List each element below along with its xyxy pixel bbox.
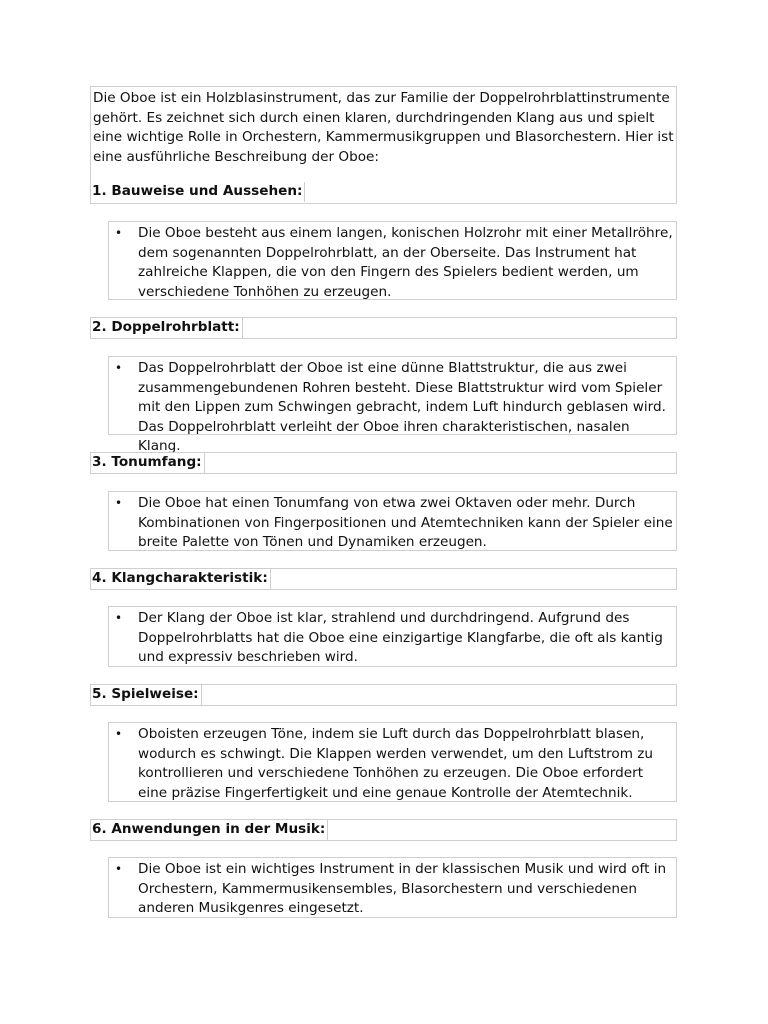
section-list-doppelrohrblatt — [108, 356, 677, 454]
list-item-text: Oboisten erzeugen Töne, indem sie Luft durch das Doppelrohrblatt blasen, wodurch es schwingt. Die Klappen werden verwendet, um den Luftstrom zu kontrollieren und verschiedene Tonhöhen zu erzeugen. Die Oboe erfordert eine präzise Fingerfertigkeit und eine genaue Kontrolle der Atemtechnik. — [138, 726, 654, 801]
list-item-text: Die Oboe besteht aus einem langen, konischen Holzrohr mit einer Metallröhre, dem sogenannten Doppelrohrblatt, an der Oberseite. Das Instrument hat zahlreiche Klappen, die von den Fingern des Spielers bedient werden, um verschiedene Tonhöhen zu erzeugen. — [138, 225, 673, 300]
list-item-text: Die Oboe hat einen Tonumfang von etwa zwei Oktaven oder mehr. Durch Kombinationen von Fingerpositionen und Atemtechniken kann der Spieler eine breite Palette von Tönen und Dynamiken erzeugen. — [138, 495, 673, 550]
section-heading-spielweise: 5. Spielweise: — [92, 685, 202, 705]
bullet-icon: • — [115, 496, 123, 510]
section-heading-anwendungen: 6. Anwendungen in der Musik: — [92, 820, 328, 840]
list-item-text: Das Doppelrohrblatt der Oboe ist eine dünne Blattstruktur, die aus zwei zusammengebundenen Rohren besteht. Diese Blattstruktur wird vom Spieler mit den Lippen zum Schwingen gebracht, indem Luft hindurch geblasen wird. Das Doppelrohrblatt verleiht der Oboe ihren charakteristischen, nasalen Klang. — [138, 360, 666, 454]
section-list-spielweise — [108, 722, 677, 802]
bullet-icon: • — [115, 727, 123, 741]
section-heading-tonumfang: 3. Tonumfang: — [92, 453, 205, 473]
intro-paragraph: Die Oboe ist ein Holzblasinstrument, das zur Familie der Doppelrohrblattinstrumente gehört. Es zeichnet sich durch einen klaren, durchdringenden Klang aus und spielt eine wichtige Rolle in Orchestern, Kammermusikgruppen und Blasorchestern. Hier ist eine ausführliche Beschreibung der Oboe: — [93, 90, 674, 165]
section-list-klangcharakteristik — [108, 606, 677, 667]
section-heading-klangcharakteristik: 4. Klangcharakteristik: — [92, 569, 271, 589]
bullet-icon: • — [115, 862, 123, 876]
section-heading-doppelrohrblatt: 2. Doppelrohrblatt: — [92, 318, 243, 338]
list-item-text: Der Klang der Oboe ist klar, strahlend und durchdringend. Aufgrund des Doppelrohrblatts hat die Oboe eine einzigartige Klangfarbe, die oft als kantig und expressiv beschrieben wird. — [138, 610, 663, 665]
section-list-bauweise — [108, 221, 677, 300]
section-list-tonumfang — [108, 491, 677, 551]
bullet-icon: • — [115, 611, 123, 625]
bullet-icon: • — [115, 226, 123, 240]
section-heading-bauweise: 1. Bauweise und Aussehen: — [92, 182, 305, 202]
bullet-icon: • — [115, 361, 123, 375]
list-item-text: Die Oboe ist ein wichtiges Instrument in der klassischen Musik und wird oft in Orchestern, Kammermusikensembles, Blasorchestern und verschiedenen anderen Musikgenres eingesetzt. — [138, 861, 667, 916]
section-list-anwendungen — [108, 857, 677, 918]
